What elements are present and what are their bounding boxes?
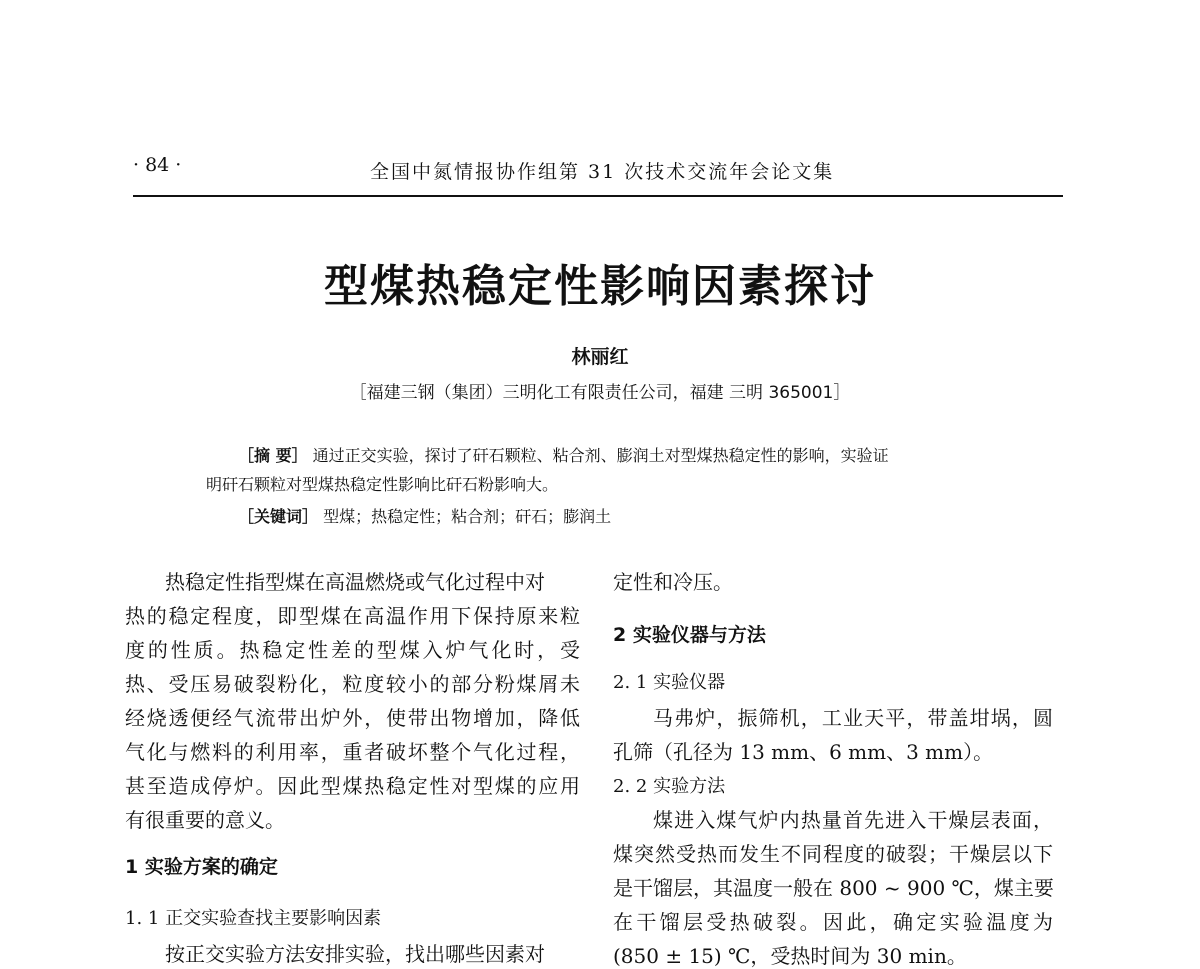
- subsection-heading-1-1: 1. 1 正交实验查找主要影响因素: [125, 908, 382, 929]
- paragraph-line: 热、受压易破裂粉化，粒度较小的部分粉煤屑未: [125, 672, 580, 696]
- author: 林丽红: [571, 346, 629, 368]
- affiliation: ［福建三钢（集团）三明化工有限责任公司，福建 三明 365001］: [349, 383, 851, 403]
- section-heading-1: 1 实验方案的确定: [125, 856, 278, 878]
- subsection-heading-2-1: 2. 1 实验仪器: [613, 672, 726, 693]
- keywords-label: ［关键词］: [238, 507, 319, 526]
- section-heading-2: 2 实验仪器与方法: [613, 624, 766, 646]
- keywords-text: 型煤；热稳定性；粘合剂；矸石；膨润土: [323, 507, 612, 526]
- paragraph-line: 马弗炉，振筛机，工业天平，带盖坩埚，圆: [653, 706, 1053, 730]
- paragraph-line: 煤进入煤气炉内热量首先进入干燥层表面，: [653, 808, 1053, 832]
- paragraph-line: 煤突然受热而发生不同程度的破裂；干燥层以下: [613, 842, 1053, 866]
- paragraph-line: 在干馏层受热破裂。因此，确定实验温度为: [613, 910, 1053, 934]
- paragraph-line: 度的性质。热稳定性差的型煤入炉气化时，受: [125, 638, 580, 662]
- page-number: · 84 ·: [133, 154, 182, 176]
- paragraph-line: 有很重要的意义。: [125, 808, 285, 832]
- abstract-line-1: [238, 443, 889, 466]
- paragraph-line: 经烧透便经气流带出炉外，使带出物增加，降低: [125, 706, 580, 730]
- abstract-line-2: 明矸石颗粒对型煤热稳定性影响比矸石粉影响大。: [206, 475, 559, 494]
- paragraph-line: 热稳定性指型煤在高温燃烧或气化过程中对: [165, 570, 545, 594]
- running-title: 全国中氮情报协作组第 31 次技术交流年会论文集: [370, 161, 835, 183]
- keywords-line: [238, 504, 611, 527]
- header-rule: [133, 195, 1063, 197]
- paragraph-line: 按正交实验方法安排实验，找出哪些因素对: [165, 942, 545, 966]
- subsection-heading-2-2: 2. 2 实验方法: [613, 776, 726, 797]
- abstract-label: ［摘 要］: [238, 446, 308, 465]
- paragraph-line: 气化与燃料的利用率，重者破坏整个气化过程，: [125, 740, 580, 764]
- paragraph-line: 孔筛（孔径为 13 mm、6 mm、3 mm）。: [613, 740, 994, 764]
- paragraph-line: 是干馏层，其温度一般在 800 ~ 900 ℃，煤主要: [613, 876, 1054, 900]
- paragraph-line: 热的稳定程度，即型煤在高温作用下保持原来粒: [125, 604, 580, 628]
- abstract-text-1: 通过正交实验，探讨了矸石颗粒、粘合剂、膨润土对型煤热稳定性的影响，实验证: [312, 446, 889, 465]
- paragraph-line: (850 ± 15) ℃，受热时间为 30 min。: [613, 944, 967, 968]
- paper-title: 型煤热稳定性影响因素探讨: [324, 261, 876, 312]
- paragraph-line: 定性和冷压。: [613, 570, 733, 594]
- paragraph-line: 甚至造成停炉。因此型煤热稳定性对型煤的应用: [125, 774, 580, 798]
